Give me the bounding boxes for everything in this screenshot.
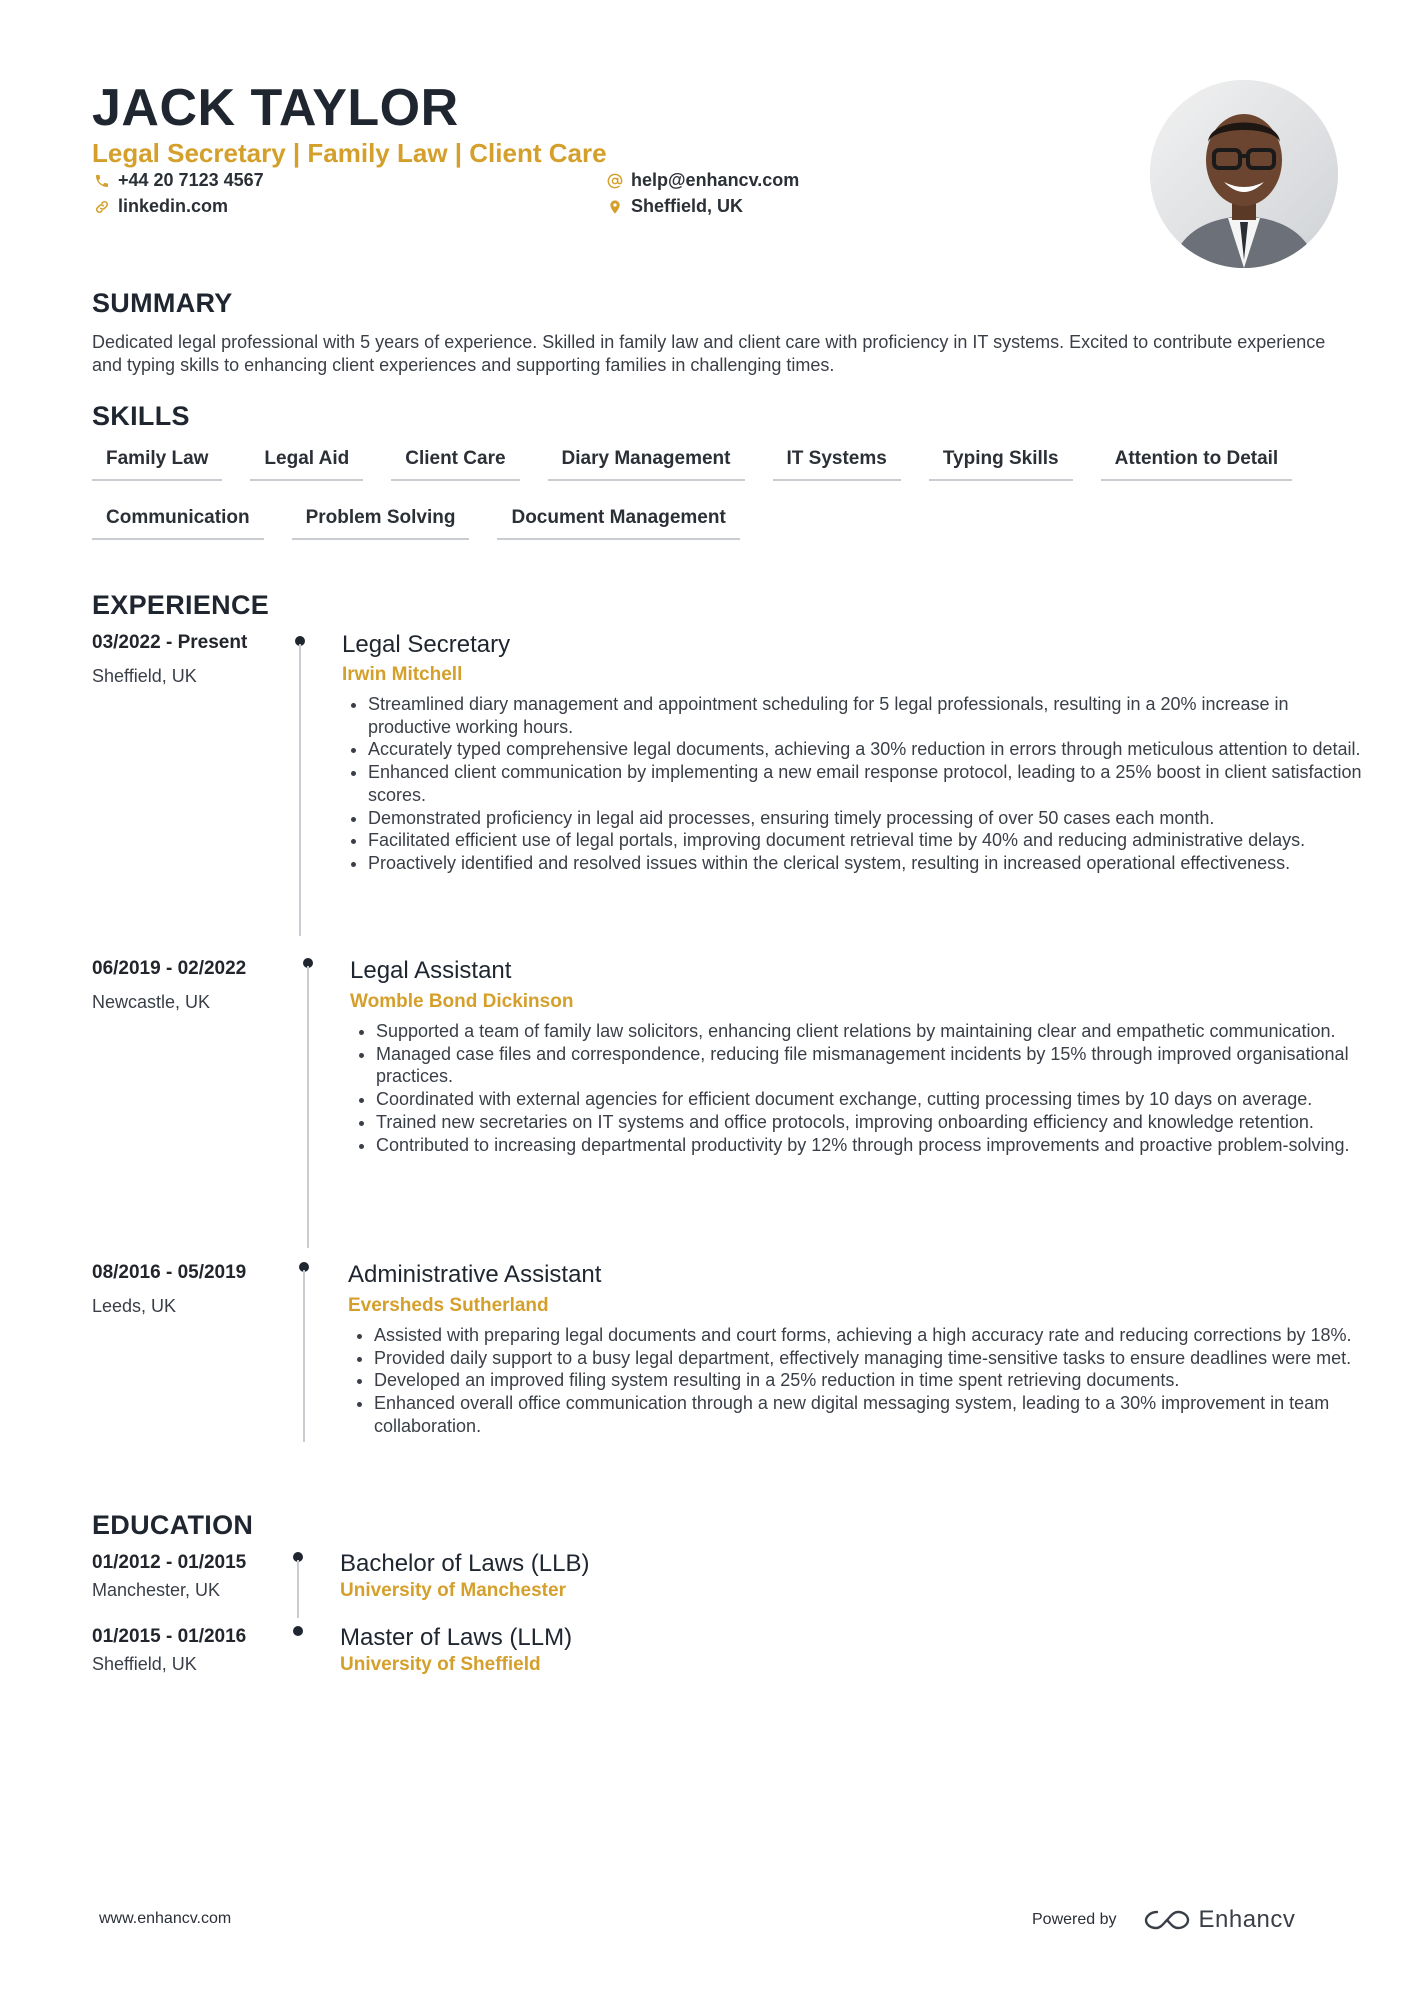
skill-tag: Document Management xyxy=(497,505,739,540)
skill-tag: Legal Aid xyxy=(250,446,363,481)
footer-branding xyxy=(1032,1906,1295,1934)
map-pin-icon xyxy=(607,199,623,215)
education-degree: Master of Laws (LLM) xyxy=(340,1624,573,1651)
experience-location: Newcastle, UK xyxy=(92,992,211,1012)
timeline-dot xyxy=(293,1626,303,1636)
experience-bullets xyxy=(348,1324,1374,1438)
education-entry xyxy=(92,1552,1332,1622)
experience-heading: EXPERIENCE xyxy=(92,590,270,620)
list-item: • Accurately typed comprehensive legal documents, achieving a 30% reduction in errors through meticulous attention to detail. xyxy=(368,738,1368,761)
list-item: • Provided daily support to a busy legal department, effectively managing time-sensitive tasks to ensure deadlines were met. xyxy=(374,1347,1374,1370)
timeline-line xyxy=(299,644,301,936)
education-location: Sheffield, UK xyxy=(92,1654,197,1674)
summary-heading: SUMMARY xyxy=(92,288,233,318)
list-item: • Supported a team of family law solicitors, enhancing client relations by maintaining clear and empathetic communication. xyxy=(376,1020,1376,1043)
list-item: • Managed case files and correspondence, reducing file mismanagement incidents by 15% through improved organisational practices. xyxy=(376,1043,1376,1088)
education-location: Manchester, UK xyxy=(92,1580,221,1600)
skill-tag: Communication xyxy=(92,505,264,540)
education-school: University of Sheffield xyxy=(340,1654,541,1675)
footer-website[interactable]: www.enhancv.com xyxy=(99,1910,232,1927)
timeline-line xyxy=(297,1560,299,1618)
list-item: • Contributed to increasing departmental productivity by 12% through process improvements and proactive problem-solving. xyxy=(376,1134,1376,1157)
list-item: • Streamlined diary management and appointment scheduling for 5 legal professionals, resulting in a 20% increase in productive working hours. xyxy=(368,693,1368,738)
skill-tag: Problem Solving xyxy=(292,505,470,540)
experience-entry xyxy=(92,1261,1352,1492)
powered-by-label: Powered by xyxy=(1032,1911,1117,1928)
experience-company: Irwin Mitchell xyxy=(342,664,463,685)
education-date: 01/2015 - 01/2016 xyxy=(92,1626,247,1647)
education-heading: EDUCATION xyxy=(92,1510,254,1540)
phone-icon xyxy=(94,173,110,189)
experience-entry xyxy=(92,631,1362,942)
experience-location: Sheffield, UK xyxy=(92,666,197,686)
list-item: • Enhanced overall office communication through a new digital messaging system, leading to a 30% improvement in team collaboration. xyxy=(374,1392,1374,1437)
list-item: • Assisted with preparing legal documents and court forms, achieving a high accuracy rate and reducing corrections by 18%. xyxy=(374,1324,1374,1347)
contact-email[interactable] xyxy=(607,170,799,191)
list-item: • Enhanced client communication by implementing a new email response protocol, leading to a 25% boost in client satisfaction scores. xyxy=(368,761,1368,806)
location-text: Sheffield, UK xyxy=(631,196,744,216)
list-item: • Facilitated efficient use of legal portals, improving document retrieval time by 40% and reducing administrative delays. xyxy=(368,829,1368,852)
list-item: • Trained new secretaries on IT systems and office protocols, improving onboarding efficiency and knowledge retention. xyxy=(376,1111,1376,1134)
at-sign-icon xyxy=(607,173,623,189)
education-date: 01/2012 - 01/2015 xyxy=(92,1552,247,1573)
linkedin-text[interactable]: linkedin.com xyxy=(118,196,229,216)
skills-list xyxy=(92,446,1332,540)
timeline-line xyxy=(303,1270,305,1442)
experience-date: 06/2019 - 02/2022 xyxy=(92,958,247,979)
experience-role: Legal Secretary xyxy=(342,631,511,658)
experience-location: Leeds, UK xyxy=(92,1296,177,1316)
link-icon xyxy=(94,199,110,215)
enhancv-logo-icon xyxy=(1143,1908,1191,1932)
list-item: • Proactively identified and resolved issues within the clerical system, resulting in increased operational effectiveness. xyxy=(368,852,1368,875)
contact-linkedin[interactable] xyxy=(94,196,228,217)
skill-tag: Attention to Detail xyxy=(1101,446,1293,481)
education-school: University of Manchester xyxy=(340,1580,566,1601)
experience-company: Eversheds Sutherland xyxy=(348,1295,549,1316)
contact-location xyxy=(607,196,743,217)
timeline-line xyxy=(307,966,309,1248)
skill-tag: Typing Skills xyxy=(929,446,1073,481)
summary-text: Dedicated legal professional with 5 years of experience. Skilled in family law and client care with proficiency in IT systems. Excited to contribute experience and typing skills to enhancing client experiences and supporting families in challenging times. xyxy=(92,332,1326,375)
experience-bullets xyxy=(342,693,1368,875)
education-degree: Bachelor of Laws (LLB) xyxy=(340,1550,590,1577)
experience-company: Womble Bond Dickinson xyxy=(350,991,574,1012)
experience-entry xyxy=(92,957,1350,1248)
experience-role: Legal Assistant xyxy=(350,957,512,984)
skill-tag: Family Law xyxy=(92,446,222,481)
experience-date: 08/2016 - 05/2019 xyxy=(92,1262,247,1283)
experience-bullets xyxy=(350,1020,1376,1156)
email-text[interactable]: help@enhancv.com xyxy=(631,170,800,190)
experience-role: Administrative Assistant xyxy=(348,1261,602,1288)
list-item: • Coordinated with external agencies for efficient document exchange, cutting processing times by 10 days on average. xyxy=(376,1088,1376,1111)
profile-photo xyxy=(1150,80,1338,268)
candidate-tagline: Legal Secretary | Family Law | Client Care xyxy=(92,138,607,168)
skills-heading: SKILLS xyxy=(92,401,190,431)
skill-tag: Client Care xyxy=(391,446,519,481)
list-item: • Demonstrated proficiency in legal aid processes, ensuring timely processing of over 50 cases each month. xyxy=(368,807,1368,830)
contact-phone xyxy=(94,170,264,191)
list-item: • Developed an improved filing system resulting in a 25% reduction in time spent retrieving documents. xyxy=(374,1369,1374,1392)
experience-date: 03/2022 - Present xyxy=(92,632,248,653)
phone-text: +44 20 7123 4567 xyxy=(118,170,264,190)
candidate-name: JACK TAYLOR xyxy=(92,79,459,137)
brand-name: Enhancv xyxy=(1198,1906,1296,1933)
skill-tag: Diary Management xyxy=(548,446,745,481)
education-entry xyxy=(92,1626,1332,1686)
skill-tag: IT Systems xyxy=(773,446,901,481)
